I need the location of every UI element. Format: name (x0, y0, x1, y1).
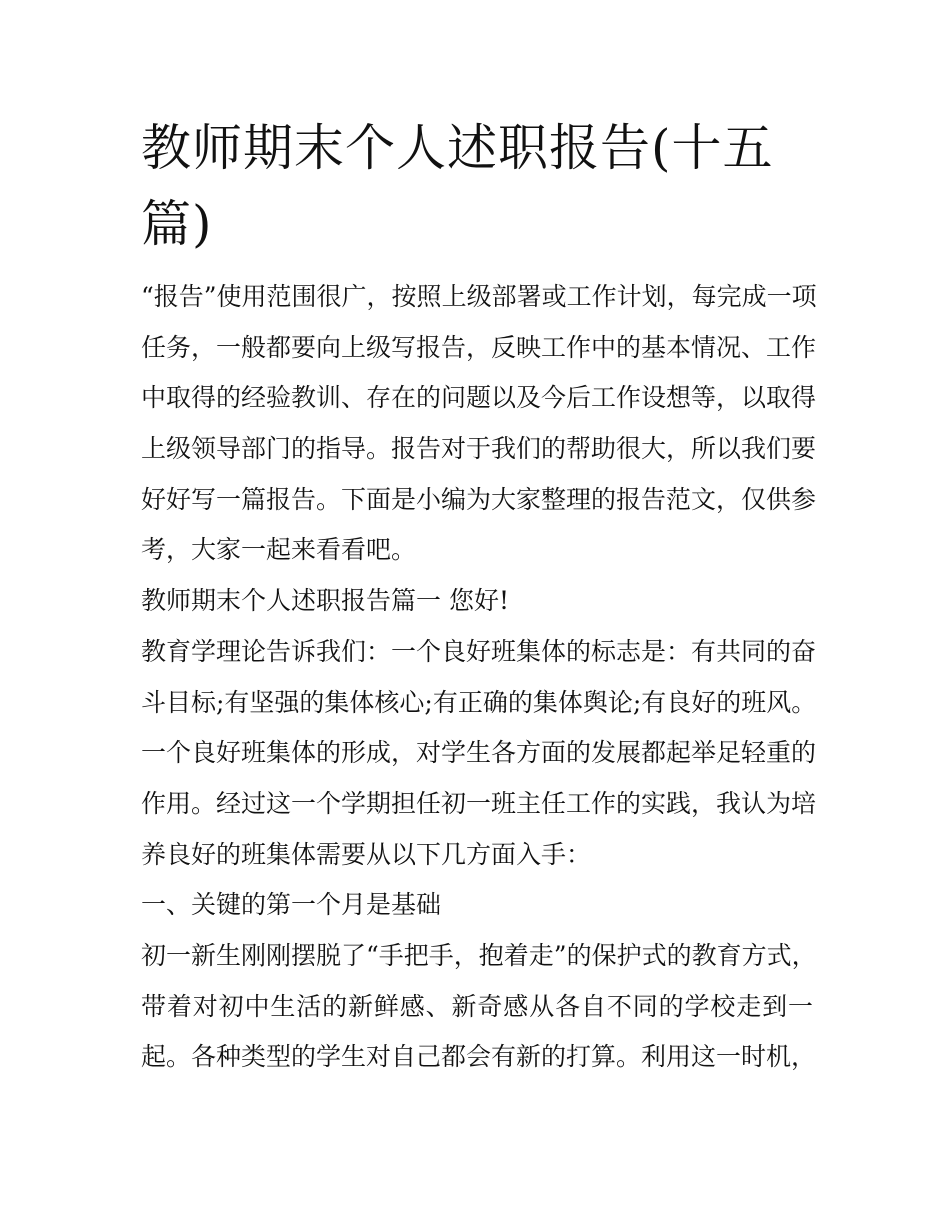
section-heading-1 (141, 576, 813, 627)
text-line: 好好写一篇报告。下面是小编为大家整理的报告范文，仅供参 (141, 484, 817, 514)
text-line: 教师期末个人述职报告篇一 您好! (141, 586, 509, 616)
text-line: 一、关键的第一个月是基础 (141, 890, 442, 920)
text-line: 上级领导部门的指导。报告对于我们的帮助很大，所以我们要 (141, 434, 817, 464)
text-line: 中取得的经验教训、存在的问题以及今后工作设想等，以取得 (141, 383, 817, 413)
title-line-2: 篇) (141, 195, 213, 253)
section-heading-2 (141, 880, 813, 931)
text-line: 初一新生刚刚摆脱了“手把手，抱着走”的保护式的教育方式， (141, 940, 817, 970)
text-line: 一个良好班集体的形成，对学生各方面的发展都起举足轻重的 (141, 738, 817, 768)
intro-paragraph (141, 272, 817, 576)
text-line: 带着对初中生活的新鲜感、新奇感从各自不同的学校走到一 (141, 991, 813, 1021)
title-line-1: 教师期末个人述职报告(十五 (141, 119, 774, 177)
text-line: 考，大家一起来看看吧。 (141, 535, 417, 565)
text-line: 作用。经过这一个学期担任初一班主任工作的实践，我认为培 (141, 788, 817, 818)
text-line: 教育学理论告诉我们：一个良好班集体的标志是：有共同的奋 (141, 636, 817, 666)
body-paragraph-1 (141, 627, 817, 880)
text-line: 任务，一般都要向上级写报告，反映工作中的基本情况、工作 (141, 332, 817, 362)
body-paragraph-2 (141, 931, 817, 1083)
text-line: 斗目标;有坚强的集体核心;有正确的集体舆论;有良好的班风。 (141, 687, 817, 717)
document-title (141, 110, 813, 262)
text-line: 养良好的班集体需要从以下几方面入手： (141, 839, 592, 869)
text-line: “报告”使用范围很广，按照上级部署或工作计划，每完成一项 (141, 282, 817, 311)
text-line: 起。各种类型的学生对自己都会有新的打算。利用这一时机， (141, 1042, 817, 1072)
document-page (141, 110, 817, 1083)
